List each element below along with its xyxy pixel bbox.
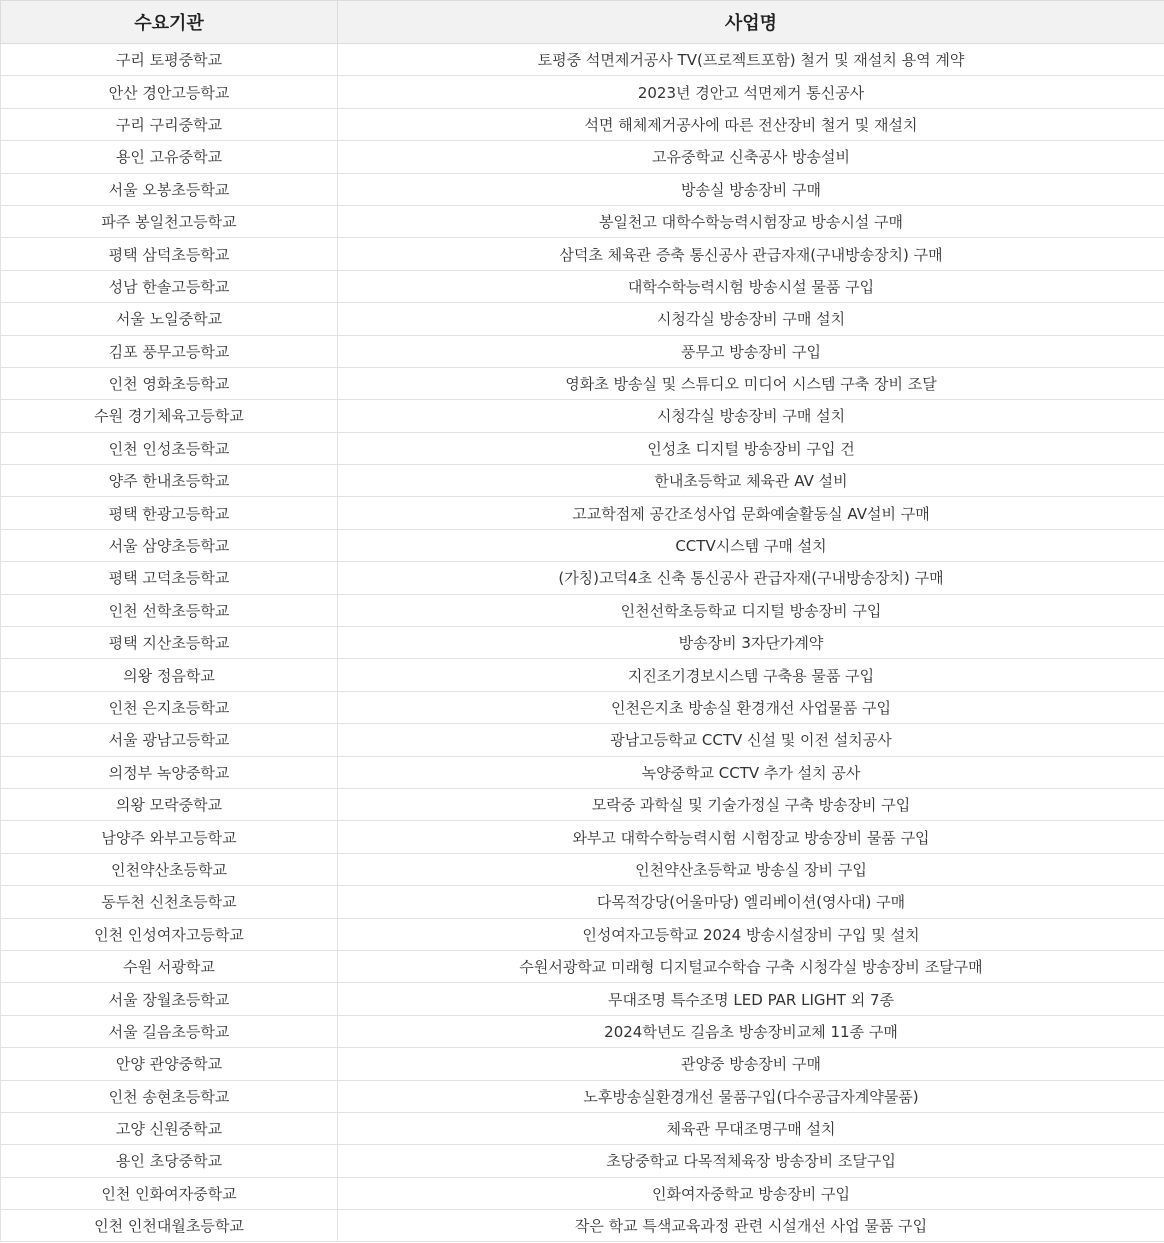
project-name-cell: 영화초 방송실 및 스튜디오 미디어 시스템 구축 장비 조달 [338, 367, 1164, 399]
table-row [1, 659, 1164, 691]
project-name-cell: 시청각실 방송장비 구매 설치 [338, 400, 1164, 432]
agency-cell: 평택 고덕초등학교 [1, 562, 338, 594]
agency-cell: 평택 삼덕초등학교 [1, 238, 338, 270]
table-row [1, 627, 1164, 659]
agency-cell: 구리 토평중학교 [1, 44, 338, 76]
table-row [1, 1080, 1164, 1112]
project-name-cell: 작은 학교 특색교육과정 관련 시설개선 사업 물품 구입 [338, 1210, 1164, 1242]
agency-cell: 수원 서광학교 [1, 950, 338, 982]
agency-cell: 서울 오봉초등학교 [1, 173, 338, 205]
project-name-cell: 와부고 대학수학능력시험 시험장교 방송장비 물품 구입 [338, 821, 1164, 853]
project-name-cell: (가칭)고덕4초 신축 통신공사 관급자재(구내방송장치) 구매 [338, 562, 1164, 594]
project-name-cell: 방송장비 3자단가계약 [338, 627, 1164, 659]
project-name-cell: 인천선학초등학교 디지털 방송장비 구입 [338, 594, 1164, 626]
agency-cell: 의왕 정음학교 [1, 659, 338, 691]
agency-cell: 수원 경기체육고등학교 [1, 400, 338, 432]
project-name-cell: 모락중 과학실 및 기술가정실 구축 방송장비 구입 [338, 788, 1164, 820]
table-row [1, 950, 1164, 982]
agency-cell: 안산 경안고등학교 [1, 76, 338, 108]
agency-cell: 인천 은지초등학교 [1, 691, 338, 723]
table-row [1, 529, 1164, 561]
project-name-cell: 방송실 방송장비 구매 [338, 173, 1164, 205]
project-name-cell: 초당중학교 다목적체육장 방송장비 조달구입 [338, 1145, 1164, 1177]
project-name-cell: 2023년 경안고 석면제거 통신공사 [338, 76, 1164, 108]
table-row [1, 44, 1164, 76]
table-row [1, 238, 1164, 270]
header-row [1, 1, 1164, 44]
agency-cell: 인천 인화여자중학교 [1, 1177, 338, 1209]
table-row [1, 1112, 1164, 1144]
agency-cell: 안양 관양중학교 [1, 1048, 338, 1080]
table-header [1, 1, 1164, 44]
project-name-cell: 인천약산초등학교 방송실 장비 구입 [338, 853, 1164, 885]
table-row [1, 1177, 1164, 1209]
agency-cell: 동두천 신천초등학교 [1, 886, 338, 918]
table-row [1, 918, 1164, 950]
table-row [1, 432, 1164, 464]
project-name-cell: 시청각실 방송장비 구매 설치 [338, 303, 1164, 335]
table-row [1, 76, 1164, 108]
project-name-cell: 석면 해체제거공사에 따른 전산장비 철거 및 재설치 [338, 108, 1164, 140]
table-row [1, 303, 1164, 335]
agency-cell: 구리 구리중학교 [1, 108, 338, 140]
agency-cell: 인천 선학초등학교 [1, 594, 338, 626]
project-name-cell: 무대조명 특수조명 LED PAR LIGHT 외 7종 [338, 983, 1164, 1015]
table-row [1, 141, 1164, 173]
table-row [1, 1145, 1164, 1177]
table-row [1, 1210, 1164, 1242]
project-name-cell: 체육관 무대조명구매 설치 [338, 1112, 1164, 1144]
table-row [1, 400, 1164, 432]
agency-cell: 인천 영화초등학교 [1, 367, 338, 399]
project-name-cell: 한내초등학교 체육관 AV 설비 [338, 465, 1164, 497]
table-row [1, 983, 1164, 1015]
project-name-cell: 풍무고 방송장비 구입 [338, 335, 1164, 367]
table-row [1, 335, 1164, 367]
agency-cell: 인천 송현초등학교 [1, 1080, 338, 1112]
agency-cell: 서울 길음초등학교 [1, 1015, 338, 1047]
agency-cell: 인천 인성초등학교 [1, 432, 338, 464]
table-row [1, 205, 1164, 237]
table-row [1, 821, 1164, 853]
project-name-cell: 지진조기경보시스템 구축용 물품 구입 [338, 659, 1164, 691]
project-name-cell: 2024학년도 길음초 방송장비교체 11종 구매 [338, 1015, 1164, 1047]
agency-cell: 고양 신원중학교 [1, 1112, 338, 1144]
project-name-cell: 녹양중학교 CCTV 추가 설치 공사 [338, 756, 1164, 788]
table-row [1, 173, 1164, 205]
agency-cell: 평택 지산초등학교 [1, 627, 338, 659]
project-name-cell: 인성여자고등학교 2024 방송시설장비 구입 및 설치 [338, 918, 1164, 950]
agency-cell: 서울 광남고등학교 [1, 724, 338, 756]
table-row [1, 497, 1164, 529]
project-name-cell: 광남고등학교 CCTV 신설 및 이전 설치공사 [338, 724, 1164, 756]
table-row [1, 724, 1164, 756]
table-row [1, 108, 1164, 140]
project-name-cell: 인화여자중학교 방송장비 구입 [338, 1177, 1164, 1209]
project-name-cell: 고교학점제 공간조성사업 문화예술활동실 AV설비 구매 [338, 497, 1164, 529]
header-agency: 수요기관 [1, 1, 338, 44]
table-row [1, 270, 1164, 302]
agency-cell: 의왕 모락중학교 [1, 788, 338, 820]
table-row [1, 853, 1164, 885]
project-name-cell: 삼덕초 체육관 증축 통신공사 관급자재(구내방송장치) 구매 [338, 238, 1164, 270]
agency-cell: 인천 인천대월초등학교 [1, 1210, 338, 1242]
project-name-cell: CCTV시스템 구매 설치 [338, 529, 1164, 561]
header-project-name: 사업명 [338, 1, 1164, 44]
project-name-cell: 봉일천고 대학수학능력시험장교 방송시설 구매 [338, 205, 1164, 237]
agency-cell: 서울 노일중학교 [1, 303, 338, 335]
agency-cell: 서울 장월초등학교 [1, 983, 338, 1015]
project-name-cell: 토평중 석면제거공사 TV(프로젝트포함) 철거 및 재설치 용역 계약 [338, 44, 1164, 76]
project-name-cell: 인천은지초 방송실 환경개선 사업물품 구입 [338, 691, 1164, 723]
table-row [1, 886, 1164, 918]
agency-cell: 평택 한광고등학교 [1, 497, 338, 529]
project-name-cell: 수원서광학교 미래형 디지털교수학습 구축 시청각실 방송장비 조달구매 [338, 950, 1164, 982]
table-row [1, 1015, 1164, 1047]
table-body [1, 44, 1164, 1242]
agency-cell: 인천약산초등학교 [1, 853, 338, 885]
table-row [1, 788, 1164, 820]
agency-cell: 남양주 와부고등학교 [1, 821, 338, 853]
table-row [1, 1048, 1164, 1080]
table-row [1, 691, 1164, 723]
project-name-cell: 관양중 방송장비 구매 [338, 1048, 1164, 1080]
table-row [1, 756, 1164, 788]
agency-cell: 용인 고유중학교 [1, 141, 338, 173]
table-row [1, 562, 1164, 594]
table-row [1, 367, 1164, 399]
project-name-cell: 노후방송실환경개선 물품구입(다수공급자계약물품) [338, 1080, 1164, 1112]
table-row [1, 594, 1164, 626]
project-name-cell: 다목적강당(어울마당) 엘리베이션(영사대) 구매 [338, 886, 1164, 918]
agency-cell: 의정부 녹양중학교 [1, 756, 338, 788]
table-row [1, 465, 1164, 497]
agency-cell: 파주 봉일천고등학교 [1, 205, 338, 237]
project-name-cell: 대학수학능력시험 방송시설 물품 구입 [338, 270, 1164, 302]
project-name-cell: 고유중학교 신축공사 방송설비 [338, 141, 1164, 173]
agency-cell: 김포 풍무고등학교 [1, 335, 338, 367]
agency-cell: 용인 초당중학교 [1, 1145, 338, 1177]
agency-cell: 인천 인성여자고등학교 [1, 918, 338, 950]
project-name-cell: 인성초 디지털 방송장비 구입 건 [338, 432, 1164, 464]
agency-cell: 성남 한솔고등학교 [1, 270, 338, 302]
agency-cell: 서울 삼양초등학교 [1, 529, 338, 561]
agency-cell: 양주 한내초등학교 [1, 465, 338, 497]
